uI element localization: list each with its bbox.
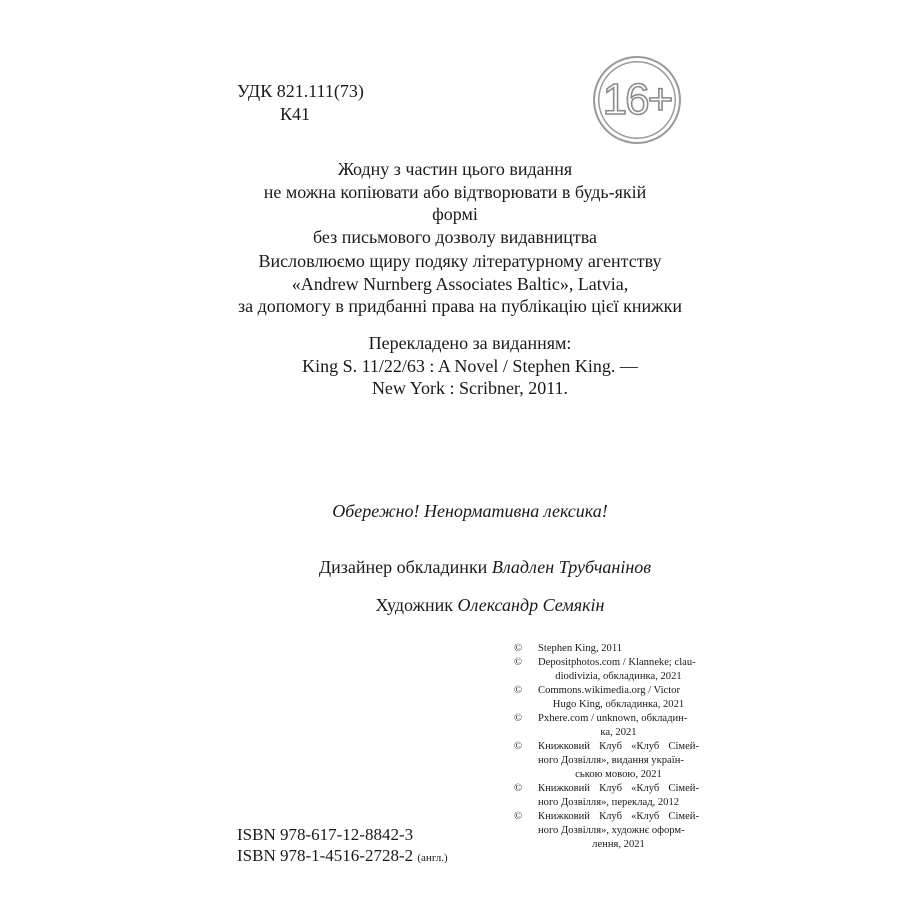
copyright-line: лення, 2021	[592, 839, 645, 850]
acknowledgement	[230, 250, 690, 318]
rights-notice-line: не можна копіювати або відтворювати в будь-якій формі	[263, 181, 647, 224]
isbn-number: ISBN 978-1-4516-2728-2	[237, 846, 414, 865]
copyright-line: Книжковий Клуб «Клуб Сімей-	[538, 783, 699, 794]
copyright-symbol: ©	[514, 657, 523, 668]
content-warning: Обережно! Ненормативна лексика!	[332, 501, 608, 521]
copyright-item	[514, 740, 699, 782]
cutter-number: К41	[280, 104, 311, 124]
copyright-line: Stephen King, 2011	[538, 643, 623, 654]
copyright-item	[514, 810, 699, 852]
cover-designer-label: Дизайнер обкладинки	[318, 557, 488, 577]
copyright-symbol: ©	[514, 643, 523, 654]
translation-source	[290, 332, 650, 400]
translation-source-line: New York : Scribner, 2011.	[371, 378, 569, 398]
copyright-item	[514, 712, 699, 740]
isbn-line	[237, 845, 448, 869]
rights-notice-line: Жодну з частин цього видання	[337, 159, 573, 179]
copyright-item	[514, 782, 699, 810]
copyright-line: Commons.wikimedia.org / Victor	[538, 685, 680, 696]
isbn-note: (англ.)	[417, 852, 448, 864]
copyright-symbol: ©	[514, 783, 523, 794]
copyright-line: diodivizia, обкладинка, 2021	[555, 671, 682, 682]
copyright-line: ного Дозвілля», переклад, 2012	[538, 797, 680, 808]
acknowledgement-line: Висловлюємо щиру подяку літературному агентству	[258, 251, 662, 271]
copyright-line: Книжковий Клуб «Клуб Сімей-	[538, 741, 699, 752]
translation-source-line: King S. 11/22/63 : A Novel / Stephen King. —	[302, 355, 638, 376]
copyright-line: ка, 2021	[600, 727, 637, 738]
acknowledgement-line: «Andrew Nurnberg Associates Baltic», Latvia,	[291, 273, 629, 294]
acknowledgement-line: за допомогу в придбанні права на публікацію цієї книжки	[238, 296, 682, 316]
isbn-number: ISBN 978-617-12-8842-3	[237, 825, 414, 844]
age-rating-badge	[593, 56, 681, 144]
rights-notice	[240, 158, 670, 248]
copyright-line: Depositphotos.com / Klanneke; clau-	[538, 657, 696, 668]
copyright-item	[514, 642, 699, 656]
udk-classification	[237, 80, 364, 126]
cover-designer-credit	[270, 556, 700, 579]
copyright-line: Книжковий Клуб «Клуб Сімей-	[538, 811, 699, 822]
artist-credit	[300, 594, 680, 617]
copyright-line: ного Дозвілля», художнє оформ-	[538, 825, 685, 836]
isbn-block	[237, 824, 448, 869]
artist-name: Олександр Семякін	[457, 595, 605, 615]
copyright-symbol: ©	[514, 685, 523, 696]
udk-code: УДК 821.111(73)	[237, 81, 364, 101]
copyright-line: Pxhere.com / unknown, обкладин-	[538, 713, 688, 724]
copyright-item	[514, 656, 699, 684]
copyright-list	[514, 642, 699, 852]
copyright-line: ською мовою, 2021	[575, 769, 662, 780]
rights-notice-line: без письмового дозволу видавництва	[312, 226, 598, 247]
copyright-symbol: ©	[514, 811, 523, 822]
cover-designer-name: Владлен Трубчанінов	[491, 557, 652, 577]
isbn-line	[237, 824, 448, 845]
artist-label: Художник	[375, 595, 453, 615]
age-rating-text: 16+	[602, 75, 672, 124]
copyright-symbol: ©	[514, 713, 523, 724]
copyright-item	[514, 684, 699, 712]
copyright-line: Hugo King, обкладинка, 2021	[552, 699, 685, 710]
translation-source-line: Перекладено за виданням:	[368, 333, 572, 353]
copyright-line: ного Дозвілля», видання україн-	[538, 755, 684, 766]
copyright-symbol: ©	[514, 741, 523, 752]
